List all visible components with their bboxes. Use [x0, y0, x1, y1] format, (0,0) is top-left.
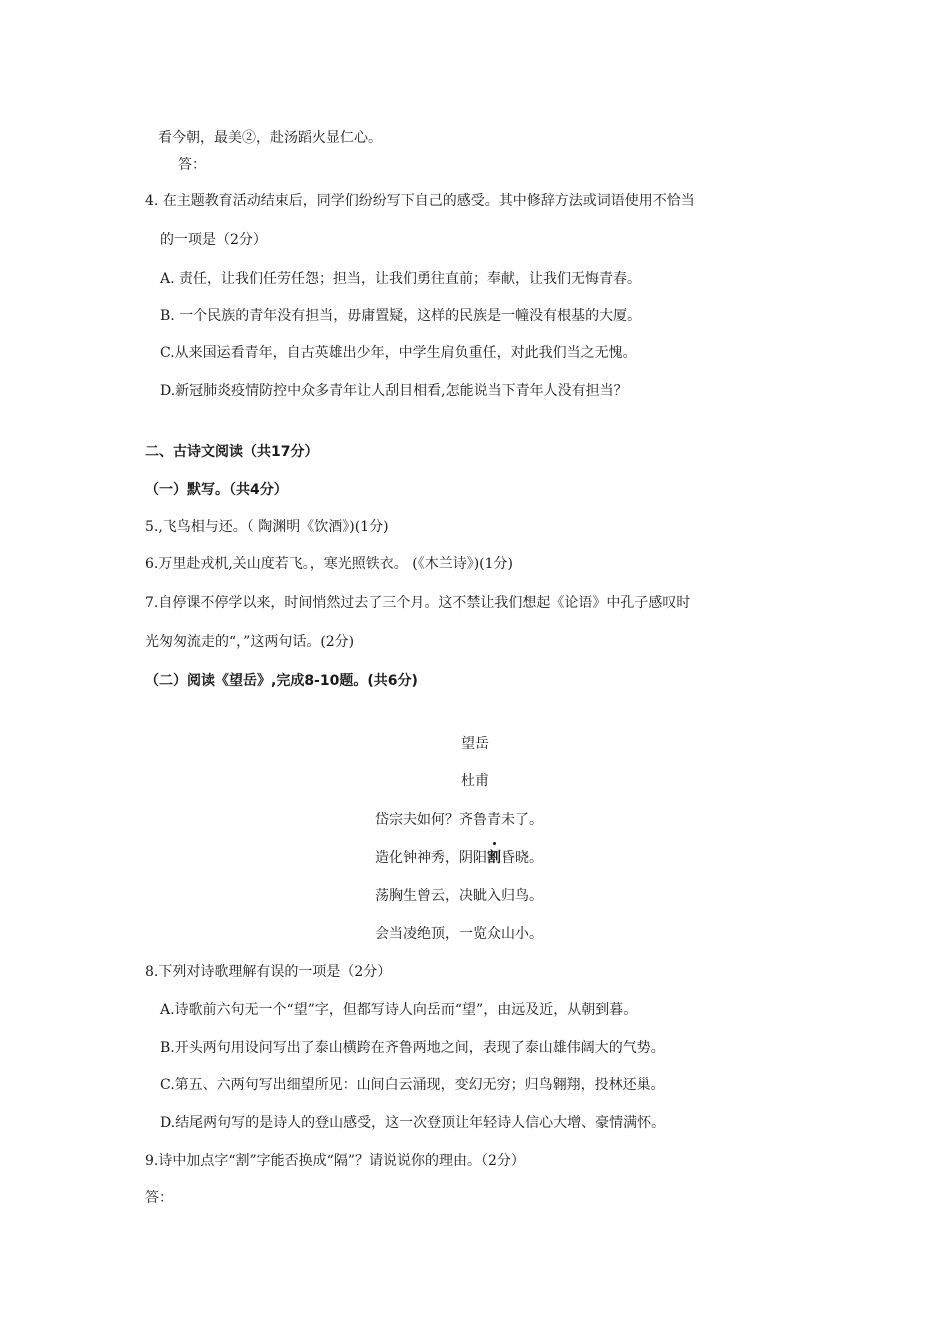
q8-option-d: D.结尾两句写的是诗人的登山感受，这一次登顶让年轻诗人信心大增、豪情满怀。: [160, 1115, 666, 1131]
q8-option-a: A.诗歌前六句无一个“望”字，但都写诗人向岳而“望”，由远及近，从朝到暮。: [160, 1002, 638, 1018]
poem-line-2-pre: 造化钟神秀，阴阳: [375, 850, 487, 866]
emphasis-dotted-char: 割: [487, 850, 501, 866]
q3-answer-label: 答：: [178, 157, 206, 173]
poem-line-3: 荡胸生曾云，决眦入归鸟。: [375, 888, 543, 904]
poem-line-2: [375, 848, 543, 868]
q9-answer-label: 答：: [145, 1190, 173, 1206]
poem-line-1: 岱宗夫如何？齐鲁青未了。: [375, 812, 543, 828]
q4-stem-line1: 4. 在主题教育活动结束后，同学们纷纷写下自己的感受。其中修辞方法或词语使用不恰当: [145, 193, 695, 209]
section2-part2-title: （二）阅读《望岳》,完成8-10题。(共6分): [145, 673, 418, 689]
q3-tail-line: 看今朝，最美②，赴汤蹈火显仁心。: [158, 130, 382, 146]
q8-stem: 8.下列对诗歌理解有误的一项是（2分）: [145, 964, 392, 980]
q4-option-c: C.从来国运看青年，自古英雄出少年，中学生肩负重任，对此我们当之无愧。: [160, 345, 637, 361]
q8-option-b: B.开头两句用设问写出了泰山横跨在齐鲁两地之间，表现了泰山雄伟阔大的气势。: [160, 1040, 665, 1056]
section2-part1-title: （一）默写。（共4分）: [145, 482, 288, 498]
poem-author: 杜甫: [461, 773, 489, 789]
section2-title: 二、古诗文阅读（共17分）: [145, 444, 319, 460]
q4-option-b: B. 一个民族的青年没有担当，毋庸置疑，这样的民族是一幢没有根基的大厦。: [160, 308, 642, 324]
q4-stem-line2: 的一项是（2分）: [160, 232, 267, 248]
q6-line: 6.万里赴戎机,关山度若飞。，寒光照铁衣。 (《木兰诗》)(1分): [145, 556, 514, 572]
q5-line: 5.,飞鸟相与还。（ 陶渊明《饮酒》)(1分): [145, 519, 389, 535]
poem-line-2-post: 昏晓。: [501, 850, 543, 866]
poem-line-4: 会当凌绝顶，一览众山小。: [375, 926, 543, 942]
q9-stem: 9.诗中加点字“割”字能否换成“隔”？请说说你的理由。（2分）: [145, 1153, 525, 1169]
q7-line1: 7.自停课不停学以来，时间悄然过去了三个月。这不禁让我们想起《论语》中孔子感叹时: [145, 595, 691, 611]
q4-option-a: A. 责任，让我们任劳任怨；担当，让我们勇往直前；奉献，让我们无悔青春。: [160, 271, 642, 287]
poem-title: 望岳: [461, 736, 489, 752]
q8-option-c: C.第五、六两句写出细望所见：山间白云涌现，变幻无穷；归鸟翱翔，投林还巢。: [160, 1077, 665, 1093]
q4-option-d: D.新冠肺炎疫情防控中众多青年让人刮目相看,怎能说当下青年人没有担当？: [160, 383, 628, 399]
q7-line2: 光匆匆流走的“，”这两句话。(2分): [145, 634, 355, 650]
